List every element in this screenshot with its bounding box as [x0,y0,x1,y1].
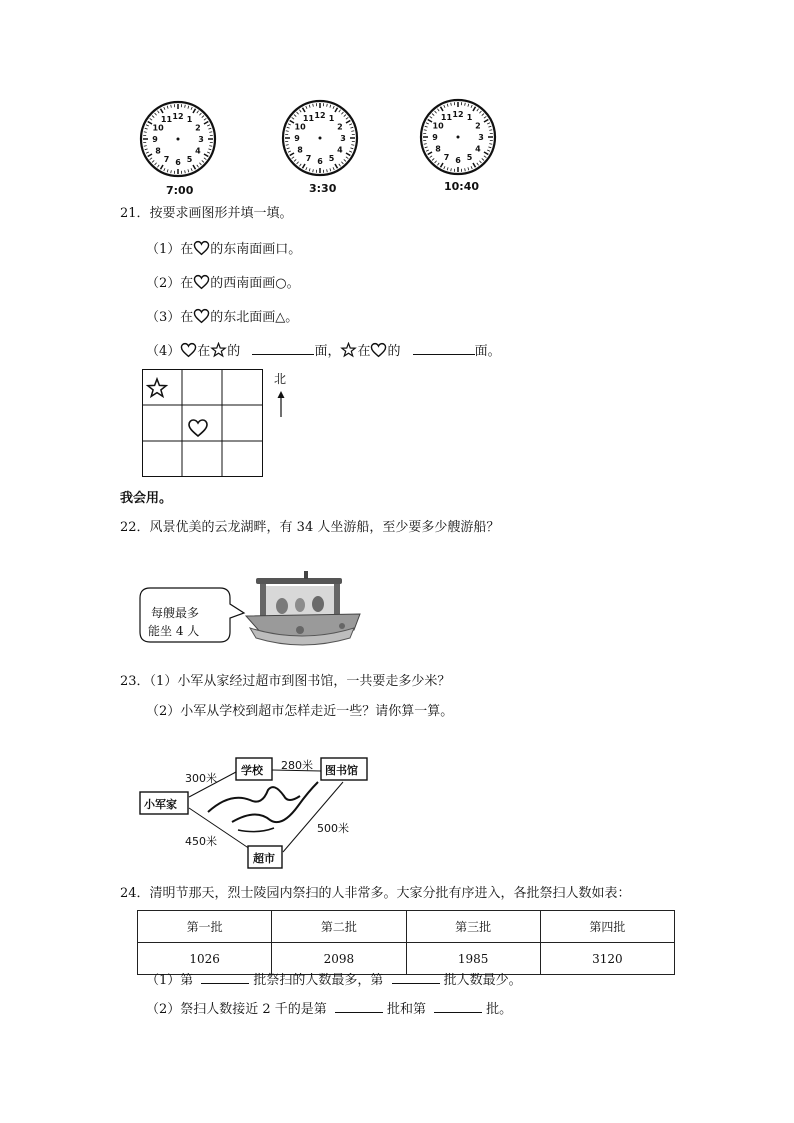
distance-school-library: 280米 [281,759,313,772]
clock-number: 2 [337,122,343,132]
clock-number: 10 [152,123,164,133]
clock-center-dot [457,136,460,139]
clock-number: 10 [294,122,306,132]
q24-subquestion-1: （1）第 批祭扫的人数最多，第 批人数最少。 [146,973,522,988]
north-label: 北 [274,372,287,386]
clock-number: 12 [314,111,326,120]
clock-center-dot [177,138,180,141]
clock-number: 6 [175,158,181,167]
clock-number: 1 [186,115,193,125]
clock-number: 12 [172,112,184,121]
map-school: 学校 [241,764,263,777]
q21-item-2: （2）在 的西南面画○。 [146,276,300,291]
table-header-cell: 第四批 [540,911,674,943]
q21-answer-blank-2[interactable] [413,342,475,355]
table-row [138,943,675,975]
direction-grid [142,369,263,477]
q23-line-2: （2）小军从学校到超市怎样走近一些？请你算一算。 [146,704,454,719]
clock-number: 7 [163,154,170,164]
table-cell: 2098 [272,943,406,975]
heart-icon [193,274,210,290]
clock-number: 11 [302,114,315,124]
clock-number: 7 [305,153,312,163]
batch-table [137,910,675,975]
clock-number: 3 [478,133,484,142]
table-header-row [138,911,675,943]
q21-title: 21．按要求画图形并填一填。 [120,206,293,221]
clock-face-3 [418,97,498,177]
heart-icon [193,240,210,256]
q21-item-4: （4） 在 的 面， 在 的 面。 [146,344,501,359]
q21-item-3: （3）在 的东北面画△。 [146,310,299,325]
star-icon [340,342,357,358]
clock-number: 6 [455,156,461,165]
clock-number: 3 [340,134,346,143]
clock-number: 7 [443,152,450,162]
north-arrow-icon [275,390,287,418]
table-header-cell: 第二批 [272,911,406,943]
clock-number: 5 [466,152,473,162]
clock-number: 4 [337,145,343,155]
grid-star-icon [148,379,166,396]
q24-answer-blank-1[interactable] [201,971,249,984]
clock-face-2 [280,98,360,178]
clock-number: 4 [475,144,481,154]
clock-number: 8 [155,146,161,156]
clock-number: 2 [475,121,481,131]
clock-number: 4 [195,146,201,156]
clock-number: 1 [466,113,473,123]
clock-number: 5 [328,153,335,163]
map-library: 图书馆 [325,764,358,777]
clock-number: 5 [186,154,193,164]
heart-icon [193,308,210,324]
table-cell: 3120 [540,943,674,975]
map-market: 超市 [253,852,275,865]
clock-number: 2 [195,123,201,133]
clock-1-time-label: 7:00 [166,184,194,197]
distance-home-market: 450米 [185,835,217,848]
q24-subquestion-2: （2）祭扫人数接近 2 千的是第 批和第 批。 [146,1002,513,1017]
section-title: 我会用。 [120,491,173,506]
clock-center-dot [319,137,322,140]
clock-face-1 [138,99,218,179]
q21-answer-blank-1[interactable] [252,342,314,355]
clock-number: 1 [328,114,335,124]
clock-number: 6 [317,157,323,166]
q24-answer-blank-4[interactable] [434,1000,482,1013]
clock-number: 9 [294,134,300,143]
map-home: 小军家 [144,798,177,811]
boat-illustration [242,568,364,650]
clock-2-time-label: 3:30 [309,182,337,195]
heart-icon [370,342,387,358]
clock-number: 3 [198,135,204,144]
q23-line-1: 23．（1）小军从家经过超市到图书馆，一共要走多少米？ [120,674,451,689]
clock-number: 8 [297,145,303,155]
clock-number: 9 [432,133,438,142]
clock-number: 9 [152,135,158,144]
heart-icon [180,342,197,358]
q24-answer-blank-2[interactable] [392,971,440,984]
clock-number: 12 [452,110,464,119]
distance-library-market: 500米 [317,822,349,835]
clock-row [0,0,794,200]
bubble-line-1: 每艘最多 [151,606,200,620]
table-cell: 1026 [138,943,272,975]
bubble-line-2: 能坐 4 人 [148,624,200,638]
table-header-cell: 第三批 [406,911,540,943]
clock-number: 8 [435,144,441,154]
q24-answer-blank-3[interactable] [335,1000,383,1013]
q21-item-1: （1）在 的东南面画口。 [146,242,302,257]
clock-number: 11 [440,113,453,123]
grid-heart-icon [189,420,207,436]
star-icon [210,342,227,358]
table-header-cell: 第一批 [138,911,272,943]
clock-number: 11 [160,115,173,125]
clock-3-time-label: 10:40 [444,180,480,193]
q24-title: 24．清明节那天，烈士陵园内祭扫的人非常多。大家分批有序进入，各批祭扫人数如表： [120,886,631,901]
q22-title: 22．风景优美的云龙湖畔，有 34 人坐游船，至少要多少艘游船？ [120,520,500,535]
table-cell: 1985 [406,943,540,975]
clock-number: 10 [432,121,444,131]
distance-home-school: 300米 [185,772,217,785]
